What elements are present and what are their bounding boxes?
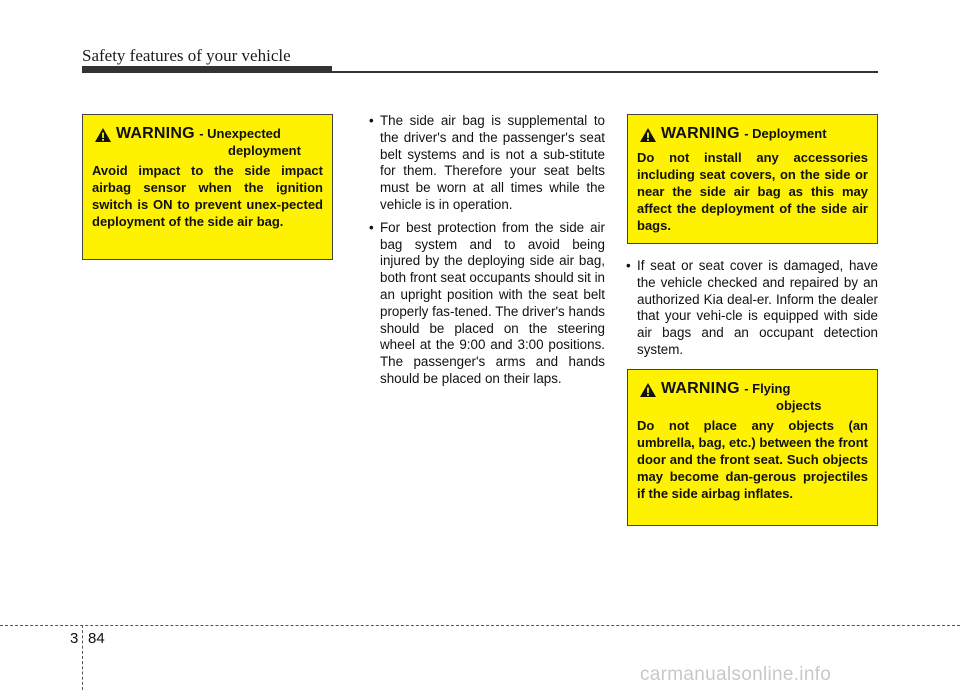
- warning-body: Do not place any objects (an umbrella, bag, etc.) between the front door and the front seat. Such objects may become dan-gerous projectiles if the side airbag inflates.: [637, 418, 868, 501]
- warning-triangle-icon: [639, 127, 657, 143]
- warning-triangle-icon: [639, 382, 657, 398]
- warning-triangle-icon: [94, 127, 112, 143]
- list-item: [369, 113, 605, 214]
- footer-divider: [82, 625, 83, 690]
- list-item: [369, 220, 605, 388]
- warning-subtitle: - Deployment: [744, 126, 827, 141]
- warning-body: Do not install any accessories including seat covers, on the side or near the side air bag as this may affect the deployment of the side air bags.: [637, 150, 868, 233]
- warning-box-unexpected-deployment: [82, 114, 333, 260]
- warning-body: Avoid impact to the side impact airbag sensor when the ignition switch is ON to prevent unex-pected deployment of the side air bag.: [92, 163, 323, 229]
- list-item-text: For best protection from the side air bag system and to avoid being injured by the deploying side air bag, both front seat occupants should sit in an upright position with the seat belt properly fas-tened. The driver's hands should be placed on the steering wheel at the 9:00 and 3:00 positions. The passenger's arms and hands should be placed on their laps.: [380, 219, 605, 386]
- warning-heading: [92, 125, 323, 158]
- list-item: [626, 258, 878, 359]
- warning-word: WARNING: [661, 125, 740, 142]
- warning-subtitle-cont: objects: [776, 398, 822, 413]
- right-column: [626, 258, 878, 365]
- list-item-text: If seat or seat cover is damaged, have the vehicle checked and repaired by an authorized Kia deal-er. Inform the dealer that your vehi-cle is equipped with side air bags and an occupant detection system.: [637, 258, 878, 357]
- page-number: 84: [88, 630, 105, 647]
- warning-heading: [637, 125, 868, 145]
- header-rule-thin: [82, 71, 878, 73]
- footer-rule: [0, 625, 960, 626]
- warning-word: WARNING: [661, 380, 740, 397]
- warning-box-flying-objects: [627, 369, 878, 526]
- section-title: Safety features of your vehicle: [82, 46, 291, 65]
- warning-subtitle: - Unexpected: [199, 126, 281, 141]
- watermark: carmanualsonline.info: [640, 664, 832, 685]
- list-item-text: The side air bag is supplemental to the driver's and the passenger's seat belt systems and is not a sub-stitute for them. Therefore your seat belts must be worn at all times while the vehicle is in operation.: [380, 113, 605, 212]
- middle-column: [369, 113, 605, 394]
- warning-subtitle-cont: deployment: [228, 143, 301, 158]
- warning-box-deployment: [627, 114, 878, 244]
- chapter-number: 3: [70, 630, 79, 647]
- bullet-symbol: •: [626, 258, 631, 273]
- warning-subtitle: - Flying: [744, 381, 791, 396]
- warning-word: WARNING: [116, 125, 195, 142]
- warning-heading: [637, 380, 868, 413]
- bullet-symbol: •: [369, 113, 374, 128]
- bullet-symbol: •: [369, 219, 374, 235]
